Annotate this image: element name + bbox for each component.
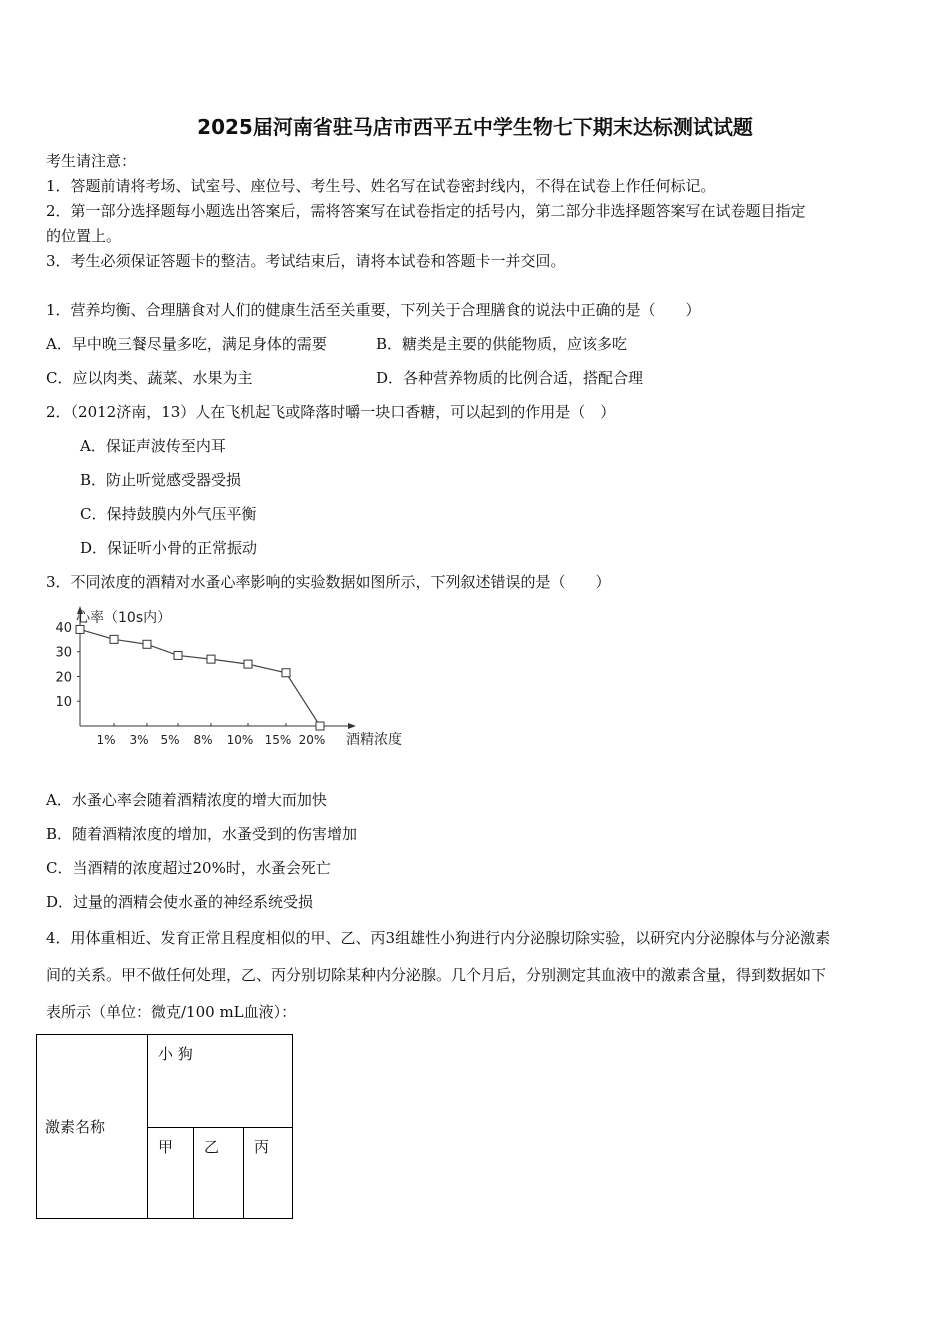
notice-item-2-cont: 的位置上。 [46, 227, 122, 245]
q3-stem: 3．不同浓度的酒精对水蚤心率影响的实验数据如图所示，下列叙述错误的是（ ） [46, 573, 611, 591]
chart-y-tick-label: 40 [55, 620, 72, 636]
table-col-yi: 乙 [194, 1128, 244, 1219]
notice-item-2: 2．第一部分选择题每小题选出答案后，需将答案写在试卷指定的括号内，第二部分非选择题答案写在试卷题目指定 [46, 202, 806, 220]
q1-stem: 1．营养均衡、合理膳食对人们的健康生活至关重要，下列关于合理膳食的说法中正确的是（ ） [46, 301, 701, 319]
chart-y-tick-label: 10 [55, 695, 72, 711]
chart-x-tick-label: 15% [264, 733, 292, 747]
q3-option-a: A．水蚤心率会随着酒精浓度的增大而加快 [46, 791, 327, 809]
chart-data-point [76, 625, 84, 633]
notice-item-3: 3．考生必须保证答题卡的整洁。考试结束后，请将本试卷和答题卡一并交回。 [46, 252, 566, 270]
q4-line-2: 间的关系。甲不做任何处理，乙、丙分别切除某种内分泌腺。几个月后，分别测定其血液中的激素含量，得到数据如下 [46, 966, 827, 984]
chart-x-tick-label: 1% [96, 733, 116, 747]
table-group-header: 小 狗 [148, 1035, 293, 1128]
q1-option-d: D．各种营养物质的比例合适，搭配合理 [376, 369, 644, 387]
chart-data-point [174, 651, 182, 659]
chart-data-point [282, 669, 290, 677]
chart-data-point [143, 640, 151, 648]
chart-x-tick-label: 8% [193, 733, 213, 747]
chart-y-tick-label: 30 [55, 645, 72, 661]
chart-data-point [244, 660, 252, 668]
q2-option-c: C．保持鼓膜内外气压平衡 [80, 505, 257, 523]
q4-line-3: 表所示（单位：微克/100 mL血液）： [46, 1003, 297, 1021]
q3-option-b: B．随着酒精浓度的增加，水蚤受到的伤害增加 [46, 825, 358, 843]
q2-option-d: D．保证听小骨的正常振动 [80, 539, 258, 557]
q2-stem: 2．（2012济南，13）人在飞机起飞或降落时嚼一块口香糖，可以起到的作用是（ ） [46, 403, 616, 421]
chart-data-point [110, 635, 118, 643]
hormone-table [36, 1034, 293, 1219]
chart-y-tick-label: 20 [55, 670, 72, 686]
table-row-header: 激素名称 [37, 1035, 148, 1219]
chart-data-point [207, 655, 215, 663]
q3-option-c: C．当酒精的浓度超过20%时，水蚤会死亡 [46, 859, 331, 877]
table-col-jia: 甲 [148, 1128, 194, 1219]
chart-x-tick-label: 20% [298, 733, 326, 747]
chart-xlabel: 酒精浓度 [346, 732, 402, 748]
chart-x-tick-label: 5% [160, 733, 180, 747]
q1-option-a: A．早中晚三餐尽量多吃，满足身体的需要 [46, 335, 327, 353]
chart-series-line [80, 629, 320, 726]
notice-heading: 考生请注意： [46, 152, 137, 170]
q1-option-c: C．应以肉类、蔬菜、水果为主 [46, 369, 253, 387]
page-title: 2025届河南省驻马店市西平五中学生物七下期末达标测试试题 [197, 115, 753, 139]
chart-ylabel: 心率（10s内） [76, 610, 172, 626]
chart-x-axis-arrow [348, 723, 356, 729]
q2-option-b: B．防止听觉感受器受损 [80, 471, 242, 489]
notice-item-1: 1．答题前请将考场、试室号、座位号、考生号、姓名写在试卷密封线内，不得在试卷上作任何标记。 [46, 177, 716, 195]
chart-data-point [316, 722, 324, 730]
heart-rate-chart [50, 602, 420, 752]
q2-option-a: A．保证声波传至内耳 [80, 437, 226, 455]
q4-line-1: 4．用体重相近、发育正常且程度相似的甲、乙、丙3组雄性小狗进行内分泌腺切除实验，以研究内分泌腺体与分泌激素 [46, 929, 831, 947]
table-col-bing: 丙 [244, 1128, 293, 1219]
q1-option-b: B．糖类是主要的供能物质，应该多吃 [376, 335, 628, 353]
chart-x-tick-label: 10% [226, 733, 254, 747]
chart-x-tick-label: 3% [129, 733, 149, 747]
q3-option-d: D．过量的酒精会使水蚤的神经系统受损 [46, 893, 314, 911]
